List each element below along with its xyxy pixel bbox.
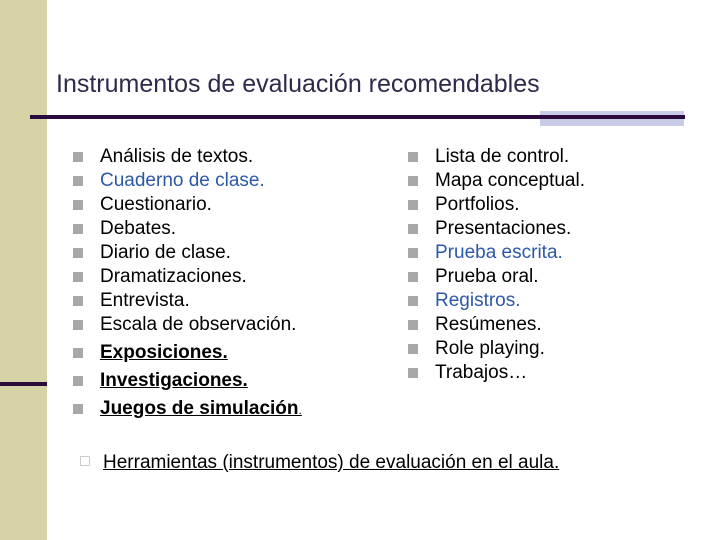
square-bullet-icon: [73, 200, 83, 210]
square-bullet-icon: [73, 404, 83, 414]
square-bullet-icon: [408, 248, 418, 258]
list-item-label: Role playing.: [435, 338, 545, 359]
list-item-label: Resúmenes.: [435, 314, 542, 335]
square-bullet-icon: [408, 224, 418, 234]
square-bullet-icon: [73, 224, 83, 234]
list-item-label: Prueba oral.: [435, 266, 539, 287]
slide-title: Instrumentos de evaluación recomendables: [56, 70, 540, 98]
square-bullet-icon: [73, 376, 83, 386]
list-item-label: Trabajos…: [435, 362, 528, 383]
square-bullet-icon: [408, 320, 418, 330]
right-instrument-list: [408, 146, 688, 386]
list-item-label: Exposiciones.: [100, 342, 228, 363]
footer-link[interactable]: [103, 452, 559, 474]
list-item-label: Diario de clase.: [100, 242, 231, 263]
square-bullet-icon: [408, 152, 418, 162]
square-bullet-icon: [73, 248, 83, 258]
square-bullet-icon: [73, 152, 83, 162]
square-bullet-icon: [73, 320, 83, 330]
list-item-label: Mapa conceptual.: [435, 170, 585, 191]
list-item-label: Presentaciones.: [435, 218, 572, 239]
square-bullet-icon: [408, 296, 418, 306]
left-instrument-list: [73, 146, 373, 426]
list-item-label: Entrevista.: [100, 290, 190, 311]
list-item-label: Cuestionario.: [100, 194, 212, 215]
square-bullet-icon: [73, 176, 83, 186]
list-item-label: Lista de control.: [435, 146, 570, 167]
list-item-label: Debates.: [100, 218, 177, 239]
list-item-label: Juegos de simulación.: [100, 398, 302, 419]
list-item-label: Escala de observación.: [100, 314, 297, 335]
square-bullet-icon: [408, 176, 418, 186]
square-bullet-icon: [73, 272, 83, 282]
list-item-label: Registros.: [435, 290, 521, 311]
footer-link-text[interactable]: Herramientas (instrumentos) de evaluación en el aula: [103, 452, 554, 473]
side-band-accent: [0, 382, 47, 386]
title-rule: [30, 115, 685, 119]
list-item-label: Análisis de textos.: [100, 146, 254, 167]
footer-trail: .: [553, 452, 560, 473]
square-bullet-icon: [408, 272, 418, 282]
list-item-label: Cuaderno de clase.: [100, 170, 265, 191]
list-item-trail: .: [298, 403, 302, 417]
square-bullet-icon: [73, 296, 83, 306]
list-item-label: Portfolios.: [435, 194, 520, 215]
footer-bullet-icon: [80, 456, 90, 466]
square-bullet-icon: [408, 200, 418, 210]
side-band: [0, 0, 47, 540]
square-bullet-icon: [408, 344, 418, 354]
square-bullet-icon: [73, 348, 83, 358]
list-item-label: Prueba escrita.: [435, 242, 563, 263]
list-item-label: Investigaciones.: [100, 370, 248, 391]
square-bullet-icon: [408, 368, 418, 378]
list-item-label: Dramatizaciones.: [100, 266, 247, 287]
